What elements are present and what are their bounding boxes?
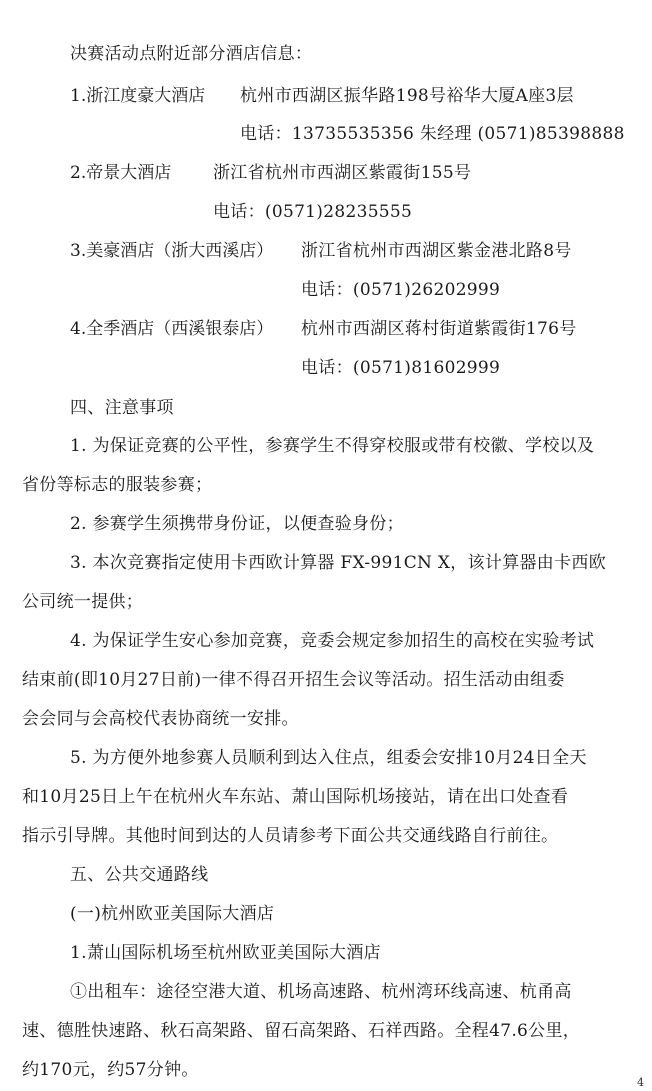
note-1-line-2: 省份等标志的服装参赛； xyxy=(22,475,213,495)
note-4-line-3: 会会同与会高校代表协商统一安排。 xyxy=(22,709,299,729)
hotel-1-phone: 电话：13735535356 朱经理 (0571)85398888 xyxy=(240,124,625,144)
transit-heading: 五、公共交通路线 xyxy=(70,865,209,885)
note-2-line-1: 2. 参赛学生须携带身份证，以便查验身份； xyxy=(70,514,404,534)
hotel-2-address: 浙江省杭州市西湖区紫霞街155号 xyxy=(213,163,472,183)
hotel-3-address: 浙江省杭州市西湖区紫金港北路8号 xyxy=(301,241,572,261)
note-4-line-2: 结束前(即10月27日前)一律不得召开招生会议等活动。招生活动由组委 xyxy=(22,670,565,690)
note-4-line-1: 4. 为保证学生安心参加竞赛，竞委会规定参加招生的高校在实验考试 xyxy=(70,631,595,651)
hotel-3-phone: 电话：(0571)26202999 xyxy=(301,280,501,300)
hotel-1-name: 1.浙江度豪大酒店 xyxy=(70,86,206,106)
transit-subheading: (一)杭州欧亚美国际大酒店 xyxy=(70,904,275,924)
note-1-line-1: 1. 为保证竞赛的公平性，参赛学生不得穿校服或带有校徽、学校以及 xyxy=(70,436,595,456)
note-3-line-1: 3. 本次竞赛指定使用卡西欧计算器 FX-991CN X，该计算器由卡西欧 xyxy=(70,553,606,573)
taxi-line-1: ①出租车：途径空港大道、机场高速路、杭州湾环线高速、杭甬高 xyxy=(70,982,572,1002)
note-3-line-2: 公司统一提供； xyxy=(22,592,144,612)
hotel-4-phone: 电话：(0571)81602999 xyxy=(301,358,501,378)
page-number: 4 xyxy=(637,1076,644,1089)
note-5-line-2: 和10月25日上午在杭州火车东站、萧山国际机场接站，请在出口处查看 xyxy=(22,787,569,807)
transit-route-1: 1.萧山国际机场至杭州欧亚美国际大酒店 xyxy=(70,943,381,963)
taxi-line-2: 速、德胜快速路、秋石高架路、留石高架路、石祥西路。全程47.6公里， xyxy=(22,1021,581,1041)
hotel-2-phone: 电话：(0571)28235555 xyxy=(213,202,413,222)
notes-heading: 四、注意事项 xyxy=(70,398,174,418)
hotel-3-name: 3.美豪酒店（浙大西溪店） xyxy=(70,241,274,261)
hotels-heading: 决赛活动点附近部分酒店信息： xyxy=(70,44,313,64)
hotel-1-address: 杭州市西湖区振华路198号裕华大厦A座3层 xyxy=(240,86,574,106)
hotel-2-name: 2.帝景大酒店 xyxy=(70,163,172,183)
note-5-line-3: 指示引导牌。其他时间到达的人员请参考下面公共交通线路自行前往。 xyxy=(22,826,559,846)
hotel-4-name: 4.全季酒店（西溪银泰店） xyxy=(70,319,274,339)
taxi-line-3: 约170元，约57分钟。 xyxy=(22,1060,199,1080)
hotel-4-address: 杭州市西湖区蒋村街道紫霞街176号 xyxy=(301,319,577,339)
note-5-line-1: 5. 为方便外地参赛人员顺利到达入住点，组委会安排10月24日全天 xyxy=(70,748,587,768)
